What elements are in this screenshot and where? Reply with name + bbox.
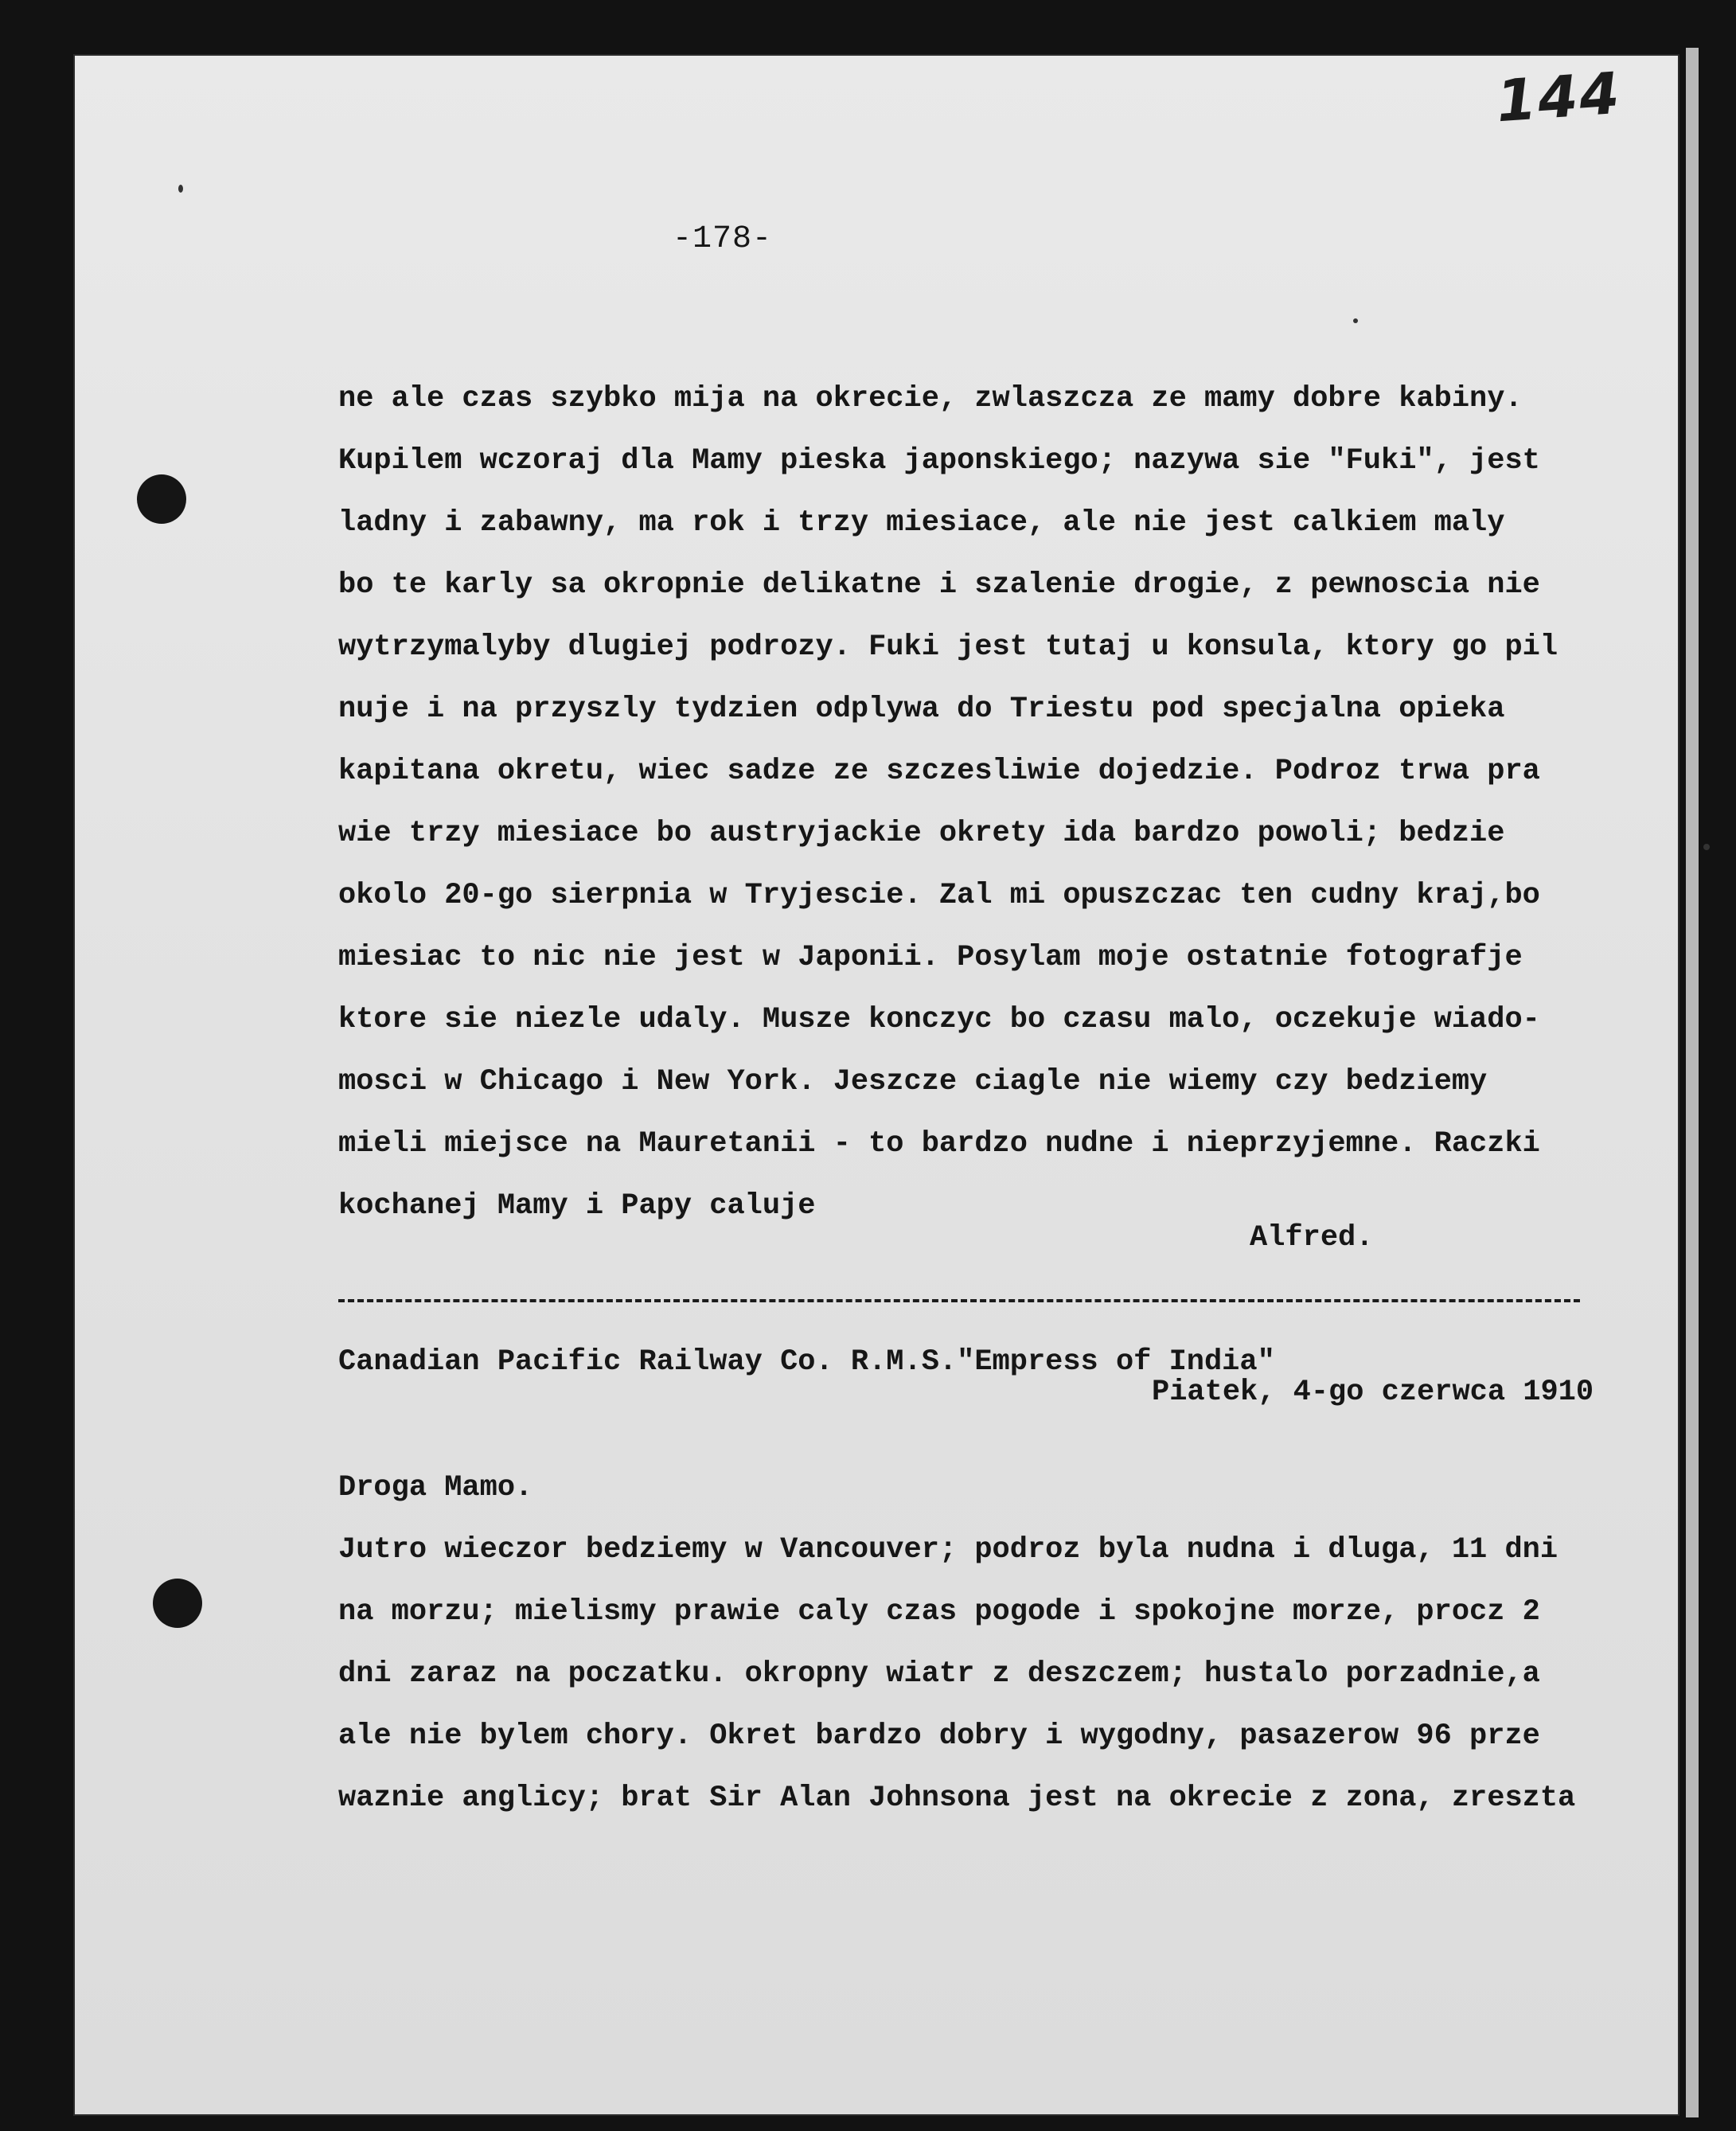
letter-2-line: na morzu; mielismy prawie caly czas pogode i spokojne morze, procz 2 [338,1595,1540,1629]
punch-hole-bottom [153,1579,202,1628]
section-divider [338,1299,1580,1302]
letter-2-salutation: Droga Mamo. [338,1471,533,1505]
letter-1-line: ne ale czas szybko mija na okrecie, zwlaszcza ze mamy dobre kabiny. [338,382,1523,416]
letter-2-line: ale nie bylem chory. Okret bardzo dobry i wygodny, pasazerow 96 prze [338,1719,1540,1753]
letter-1-line: mieli miejsce na Mauretanii - to bardzo nudne i nieprzyjemne. Raczki [338,1127,1540,1161]
speck [1353,318,1358,323]
letter-1-line: mosci w Chicago i New York. Jeszcze ciagle nie wiemy czy bedziemy [338,1065,1488,1099]
letter-1-line: okolo 20-go sierpnia w Tryjescie. Zal mi opuszczac ten cudny kraj,bo [338,879,1540,912]
handwritten-folio-number: 144 [1494,59,1624,135]
letter-1-line: ktore sie niezle udaly. Musze konczyc bo czasu malo, oczekuje wiado- [338,1003,1540,1036]
letter-2-line: dni zaraz na poczatku. okropny wiatr z deszczem; hustalo porzadnie,a [338,1657,1540,1691]
underlying-sheet-edge [1686,48,1699,2117]
letter-1-line: Kupilem wczoraj dla Mamy pieska japonskiego; nazywa sie "Fuki", jest [338,444,1540,478]
speck [1703,844,1710,850]
letter-1-line: bo te karly sa okropnie delikatne i szalenie drogie, z pewnoscia nie [338,568,1540,602]
letter-1-line: nuje i na przyszly tydzien odplywa do Triestu pod specjalna opieka [338,693,1505,726]
letter-1-line: miesiac to nic nie jest w Japonii. Posylam moje ostatnie fotografje [338,941,1523,974]
letter-1-line: ladny i zabawny, ma rok i trzy miesiace, ale nie jest calkiem maly [338,506,1505,540]
letter-1-line: wie trzy miesiace bo austryjackie okrety ida bardzo powoli; bedzie [338,817,1505,850]
letter-1-line: kapitana okretu, wiec sadze ze szczesliwie dojedzie. Podroz trwa pra [338,755,1540,788]
letter-1-signature: Alfred. [1250,1221,1374,1255]
speck [178,185,183,193]
letter-2-date: Piatek, 4-go czerwca 1910 [1152,1376,1594,1409]
punch-hole-top [137,474,186,524]
letter-1-line: kochanej Mamy i Papy caluje [338,1189,816,1223]
page-number: -178- [673,221,773,257]
letter-2-header: Canadian Pacific Railway Co. R.M.S."Empress of India" [338,1345,1275,1379]
letter-2-line: Jutro wieczor bedziemy w Vancouver; podroz byla nudna i dluga, 11 dni [338,1533,1558,1567]
letter-1-line: wytrzymalyby dlugiej podrozy. Fuki jest tutaj u konsula, ktory go pil [338,630,1558,664]
letter-2-line: waznie anglicy; brat Sir Alan Johnsona jest na okrecie z zona, zreszta [338,1782,1576,1815]
